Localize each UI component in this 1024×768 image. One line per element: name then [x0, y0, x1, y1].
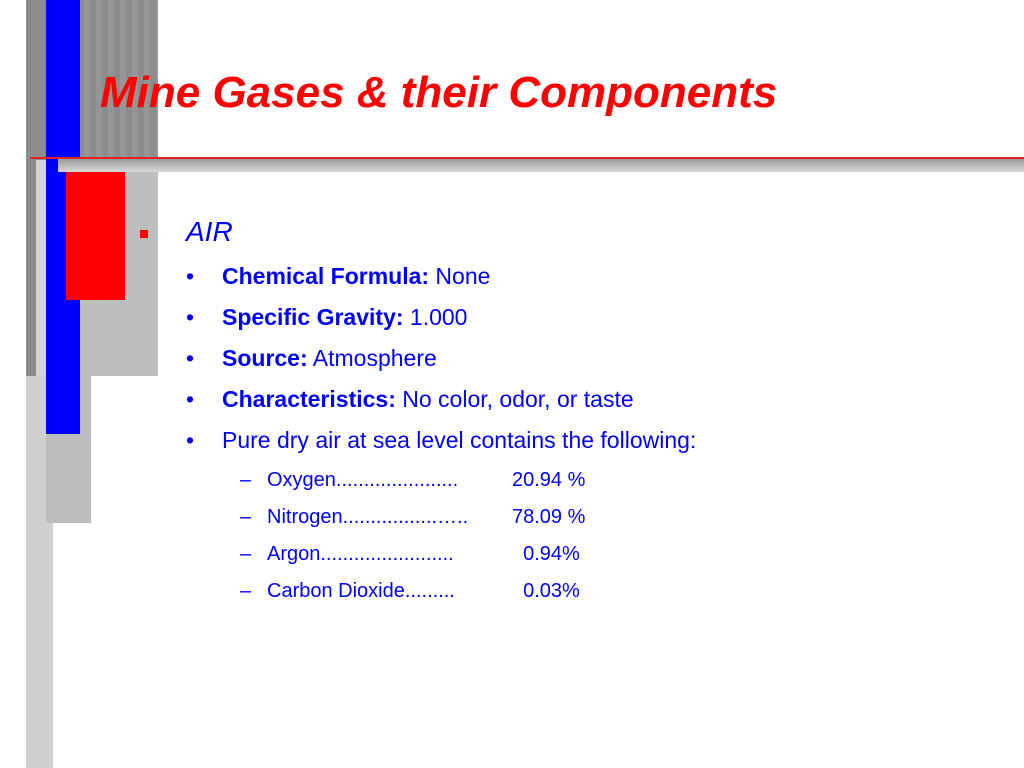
composition-item: [240, 538, 622, 575]
property-value: No color, odor, or taste: [395, 386, 634, 412]
square-bullet-icon: [140, 230, 148, 238]
decor-red-block: [66, 172, 125, 300]
composition-intro-item: [186, 422, 696, 463]
composition-item: [240, 501, 622, 538]
dash-bullet-icon: –: [240, 580, 252, 602]
property-label: Chemical Formula:: [222, 263, 430, 289]
property-label: Source:: [222, 345, 308, 371]
gas-percentage: 0.03%: [512, 580, 580, 602]
title-rule: [30, 157, 1024, 159]
property-list: [186, 258, 696, 463]
property-item: [186, 381, 696, 422]
dash-bullet-icon: –: [240, 469, 252, 491]
composition-intro: Pure dry air at sea level contains the following:: [222, 427, 697, 453]
title-rule-shadow: [58, 159, 1024, 172]
bullet-dot-icon: •: [186, 345, 195, 371]
bullet-dot-icon: •: [186, 427, 195, 453]
property-item: [186, 340, 696, 381]
property-value: Atmosphere: [307, 345, 437, 371]
property-value: None: [429, 263, 491, 289]
composition-item: [240, 575, 622, 612]
gas-percentage: 20.94 %: [512, 469, 586, 491]
gas-percentage: 78.09 %: [512, 506, 586, 528]
property-item: [186, 299, 696, 340]
decor-light-strip: [36, 160, 46, 376]
gas-name: Nitrogen.................…..: [267, 506, 469, 528]
property-label: Characteristics:: [222, 386, 396, 412]
section-heading: [140, 216, 233, 248]
bullet-dot-icon: •: [186, 304, 195, 330]
gas-name: Oxygen......................: [267, 469, 459, 491]
dash-bullet-icon: –: [240, 543, 252, 565]
composition-item: [240, 464, 622, 501]
bullet-dot-icon: •: [186, 263, 195, 289]
composition-list: [240, 464, 622, 612]
section-heading-label: AIR: [186, 216, 233, 247]
property-value: 1.000: [403, 304, 468, 330]
slide-title: Mine Gases & their Components: [100, 68, 778, 117]
property-item: [186, 258, 696, 299]
dash-bullet-icon: –: [240, 506, 252, 528]
gas-name: Carbon Dioxide.........: [267, 580, 455, 602]
gas-name: Argon........................: [267, 543, 454, 565]
gas-percentage: 0.94%: [512, 543, 580, 565]
property-label: Specific Gravity:: [222, 304, 404, 330]
bullet-dot-icon: •: [186, 386, 195, 412]
